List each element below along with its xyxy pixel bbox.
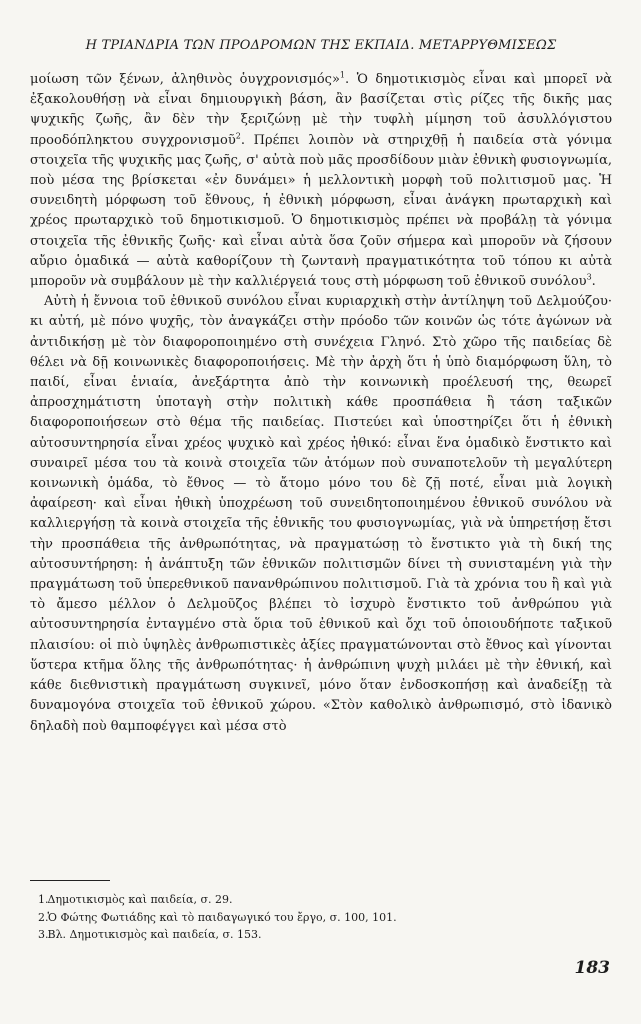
footnote-ref-2: 2 — [235, 131, 241, 141]
footnote-2-text: Ὁ Φώτης Φωτιάδης καὶ τὸ παιδαγωγικό του ἔργο, σ. 100, 101. — [47, 910, 397, 924]
paragraph-1-text-a: μοίωση τῶν ξένων, ἀληθινὸς ὁυγχρονισμός» — [30, 72, 340, 87]
footnote-separator — [30, 880, 110, 881]
paragraph-2-text: Αὐτὴ ἡ ἔννοια τοῦ ἐθνικοῦ συνόλου εἶναι κυριαρχικὴ στὴν ἀντίληψη τοῦ Δελμούζου· κι αὐτή, μὲ πόνο ψυχῆς, τὸν ἀναγκάζει στὴν πρόοδο τῶν κοινῶν ὡς τότε ἀγώνων νὰ ἀντιδικήσῃ μὲ τὸν διαφοροποιημένο στὴ συνέχεια Γληνό. Στὸ χῶρο τῆς παιδείας δὲ θέλει νὰ δῇ κοινωνικὲς διαφοροποιήσεις. Μὲ τὴν ἀρχὴ ὅτι ἡ ὑπὸ διαμόρφωση ὕλη, τὸ παιδί, εἶναι ἑνιαία, ἀνεξάρτητα ἀπὸ τὴν κοινωνικὴ προέλευσή της, θεωρεῖ ἀπροσχημάτιστη ὑποταγὴ στὴν πολιτικὴ κάθε προσπάθεια ἢ τάση ταξικῶν διαφοροποιήσεων στὸ θέμα τῆς παιδείας. Πιστεύει καὶ ὑποστηρίζει ὅτι ἡ ἐθνικὴ αὐτοσυντηρησία εἶναι χρέος ψυχικὸ καὶ χρέος ἠθικό: εἶναι ἕνα ὁμαδικὸ ἔνστικτο καὶ συναιρεῖ μέσα του τὰ κοινὰ στοιχεῖα τῶν ἀτόμων ποὺ συναποτελοῦν τὴ μεγαλύτερη κοινωνικὴ ὁμάδα, τὸ ἔθνος — τὸ ἄτομο μόνο του δὲ ζῇ ποτέ, εἶναι μιὰ λογικὴ ἀφαίρεση· καὶ εἶναι ἠθικὴ ὑποχρέωση τοῦ συνειδητοποιημένου ἐθνικοῦ συνόλου νὰ καλλιεργήσῃ τὰ κοινὰ στοιχεῖα τῆς ἐθνικῆς του φυσιογνωμίας, γιὰ νὰ ὑπηρετήσῃ ἔτσι τὴν προσπάθεια τῆς ἀνθρωπότητας, νὰ πραγματώσῃ τὸ ἔνστικτο γιὰ τὴ δική της αὐτοσυντήρηση: ἡ ἀνάπτυξη τῶν ἐθνικῶν πολιτισμῶν δίνει τὴ συνισταμένη γιὰ τὴν πραγμάτωση τοῦ ὑπερεθνικοῦ πανανθρώπινου πολιτισμοῦ. Γιὰ τὰ χρόνια του ἢ καὶ γιὰ τὸ ἄμεσο μέλλον ὁ Δελμοῦζος βλέπει τὸ ἰσχυρὸ ἔνστικτο τοῦ ἀνθρώπου γιὰ αὐτοσυντηρησία ἐνταγμένο στὰ ὅρια τοῦ ἐθνικοῦ καὶ ὄχι τοῦ ὁποιουδήποτε ταξικοῦ πλαισίου: οἱ πιὸ ὑψηλὲς ἀνθρωπιστικὲς ἀξίες πραγματώνονται στὸ ἔθνος καὶ γίνονται ὕστερα κτῆμα ὅλης τῆς ἀνθρωπότητας· ἡ ἀνθρώπινη ψυχὴ μιλάει μὲ τὴν ἐθνική, καὶ κάθε διεθνιστικὴ πραγμάτωση συγκινεῖ, μόνο ὅταν ἐνδοσκοπήσῃ καὶ ἀναδείξῃ τὰ δυναμογόνα στοιχεῖα τοῦ ἐθνικοῦ χώρου. «Στὸν καθολικὸ ἀνθρωπισμό, στὸ ἰδανικὸ δηλαδὴ ποὺ θαμποφέγγει καὶ μέσα στὸ — [30, 294, 612, 734]
paragraph-1-text-d: . — [591, 274, 596, 290]
footnote-3-number: 3. — [38, 928, 49, 941]
running-title: Η ΤΡΙΑΝΔΡΙΑ ΤΩΝ ΠΡΟΔΡΟΜΩΝ ΤΗΣ ΕΚΠΑΙΔ. ΜΕΤΑΡΡΥΘΜΙΣΕΩΣ — [85, 38, 557, 53]
footnotes — [30, 891, 612, 944]
paragraph-2 — [30, 292, 612, 736]
footnote-2 — [30, 909, 612, 927]
footnote-3 — [30, 926, 612, 944]
footnote-ref-3: 3 — [586, 272, 592, 282]
footnote-ref-1: 1 — [339, 70, 346, 80]
body-text — [30, 70, 612, 737]
paragraph-1-text-b: . Ὁ δημοτικισμὸς εἶναι καὶ μπορεῖ νὰ ἐξακολουθήσῃ νὰ εἶναι δημιουργικὴ βάση, ἂν βασίζεται στὶς ρίζες τῆς δικῆς μας ψυχικῆς ζωῆς, ἂν δὲν τὴν ξεριζώνῃ μὲ τὴν τυφλὴ μίμηση τοῦ ἀσυλλόγιστου προοδόπληκτου συγχρονισμοῦ — [30, 72, 612, 148]
paragraph-1 — [30, 70, 612, 292]
footnote-2-number: 2. — [38, 910, 49, 924]
footnote-3-text: Βλ. Δημοτικισμὸς καὶ παιδεία, σ. 153. — [47, 928, 262, 941]
footnote-1-text: Δημοτικισμὸς καὶ παιδεία, σ. 29. — [47, 893, 233, 906]
footnote-1 — [30, 891, 612, 909]
paragraph-1-text-c: . Πρέπει λοιπὸν νὰ στηριχθῇ ἡ παιδεία στὰ γόνιμα στοιχεῖα τῆς ψυχικῆς μας ζωῆς, σ' αὐτὰ ποὺ μᾶς προσδίδουν μιὰν ἐθνικὴ φυσιογνωμία, ποὺ μέσα της βρίσκεται «ἐν δυνάμει» ἡ μελλοντικὴ μορφὴ τοῦ πολιτισμοῦ μας. Ἡ συνειδητὴ μόρφωση τοῦ ἔθνους, ἡ ἐθνικὴ μόρφωση, εἶναι ἀνάγκη πρωταρχικὴ καὶ χρέος πρωταρχικὸ τοῦ δημοτικισμοῦ. Ὁ δημοτικισμὸς πρέπει νὰ προβάλῃ τὰ γόνιμα στοιχεῖα τῆς ἐθνικῆς ζωῆς· καὶ εἶναι αὐτὰ ὅσα ζοῦν σήμερα καὶ μποροῦν νὰ ζήσουν αὔριο ὁμαδικά — αὐτὰ καθορίζουν τὴ ζωντανὴ πραγματικότητα τοῦ τόπου κι αὐτὰ μποροῦν νὰ συμβάλουν μὲ τὴν καλλιέργειά τους στὴ μόρφωση τοῦ ἐθνικοῦ συνόλου — [30, 132, 612, 290]
footnote-1-number: 1. — [38, 893, 49, 906]
page-number: 183 — [574, 958, 610, 978]
